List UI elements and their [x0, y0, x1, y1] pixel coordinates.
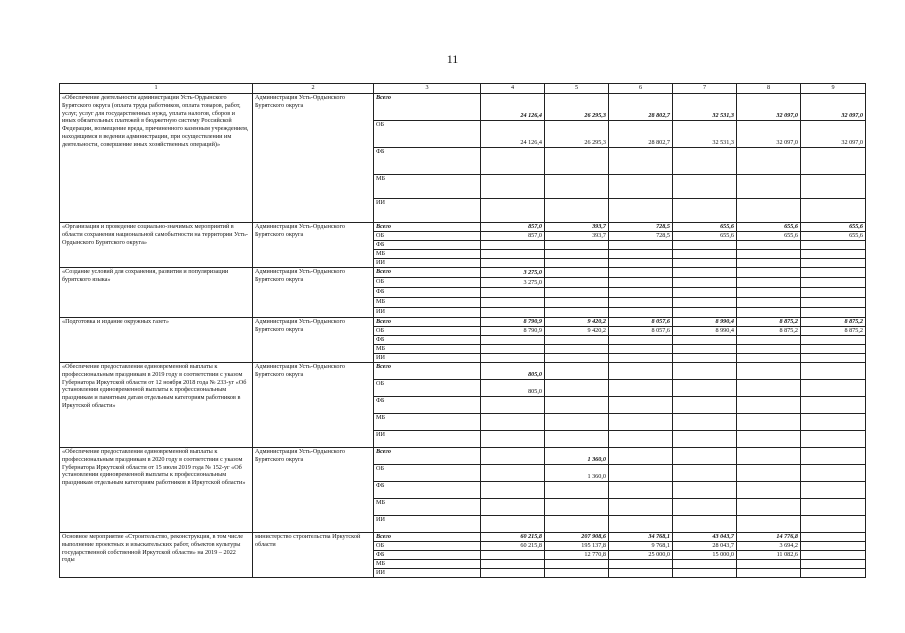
amount-cell: 14 776,8 [737, 533, 801, 542]
funding-source: МБ [374, 298, 481, 308]
amount-cell [545, 298, 609, 308]
amount-cell [545, 569, 609, 578]
amount-cell: 8 875,2 [801, 318, 866, 327]
amount-cell [673, 414, 737, 431]
amount-cell [609, 499, 673, 516]
amount-cell [737, 250, 801, 259]
amount-cell: 32 097,0 [801, 121, 866, 148]
amount-cell: 15 000,0 [673, 551, 737, 560]
amount-cell [737, 448, 801, 465]
amount-cell [673, 397, 737, 414]
amount-cell [673, 516, 737, 533]
header-cell: 9 [801, 84, 866, 94]
amount-cell [737, 431, 801, 448]
measure-name: Основное мероприятие «Строительство, реконструкция, в том числе выполнение проектных и изыскательских работ, объектов культуры государственной собственной Иркутской области» на 2019 – 2022 годы [60, 533, 253, 578]
amount-cell [673, 199, 737, 223]
funding-source: Всего [374, 448, 481, 465]
amount-cell: 32 097,0 [737, 94, 801, 121]
amount-cell [801, 175, 866, 199]
amount-cell: 12 770,8 [545, 551, 609, 560]
amount-cell: 3 275,0 [481, 278, 545, 288]
amount-cell [545, 345, 609, 354]
amount-cell [609, 414, 673, 431]
amount-cell [545, 431, 609, 448]
amount-cell [545, 288, 609, 298]
page-number: 11 [446, 52, 459, 66]
executor-name: Администрация Усть-Ордынского Бурятского округа [253, 363, 374, 448]
amount-cell: 8 990,4 [673, 327, 737, 336]
amount-cell [481, 569, 545, 578]
amount-cell [801, 148, 866, 175]
amount-cell: 805,0 [481, 363, 545, 380]
amount-cell [481, 354, 545, 363]
amount-cell [801, 241, 866, 250]
amount-cell: 655,6 [673, 232, 737, 241]
amount-cell [801, 380, 866, 397]
amount-cell [673, 241, 737, 250]
amount-cell [481, 259, 545, 268]
budget-table [59, 83, 866, 578]
amount-cell [801, 354, 866, 363]
amount-cell [801, 259, 866, 268]
funding-source: Всего [374, 533, 481, 542]
table-row [60, 268, 866, 278]
funding-source: ОБ [374, 465, 481, 482]
table-row [60, 533, 866, 542]
measure-name: «Организация и проведение социально-значимых мероприятий в области сохранения национальной самобытности на территории Усть-Ордынского Бурятского округа» [60, 223, 253, 268]
amount-cell [609, 345, 673, 354]
amount-cell [737, 465, 801, 482]
amount-cell: 32 531,3 [673, 94, 737, 121]
funding-source: МБ [374, 499, 481, 516]
funding-source: ОБ [374, 327, 481, 336]
amount-cell [545, 148, 609, 175]
amount-cell: 8 990,4 [673, 318, 737, 327]
measure-name: «Создание условий для сохранения, развития и популяризации бурятского языка» [60, 268, 253, 318]
executor-name: Администрация Усть-Ордынского Бурятского округа [253, 268, 374, 318]
amount-cell: 8 790,9 [481, 318, 545, 327]
executor-name: министерство строительства Иркутской области [253, 533, 374, 578]
amount-cell [737, 482, 801, 499]
amount-cell [737, 499, 801, 516]
amount-cell [673, 250, 737, 259]
funding-source: МБ [374, 175, 481, 199]
amount-cell: 9 420,2 [545, 318, 609, 327]
funding-source: МБ [374, 345, 481, 354]
funding-source: МБ [374, 414, 481, 431]
amount-cell [545, 380, 609, 397]
amount-cell [801, 431, 866, 448]
amount-cell [545, 308, 609, 318]
amount-cell [673, 148, 737, 175]
amount-cell [801, 533, 866, 542]
funding-source: ФБ [374, 551, 481, 560]
amount-cell [609, 278, 673, 288]
header-cell: 1 [60, 84, 253, 94]
amount-cell [673, 482, 737, 499]
amount-cell [609, 148, 673, 175]
funding-source: Всего [374, 268, 481, 278]
amount-cell [481, 199, 545, 223]
amount-cell [609, 465, 673, 482]
amount-cell [545, 482, 609, 499]
amount-cell: 1 360,0 [545, 448, 609, 465]
amount-cell [673, 569, 737, 578]
amount-cell [609, 259, 673, 268]
amount-cell: 24 126,4 [481, 121, 545, 148]
amount-cell [673, 560, 737, 569]
amount-cell [609, 380, 673, 397]
amount-cell [801, 499, 866, 516]
measure-name: «Обеспечение предоставления единовременной выплаты к профессиональным праздникам в 2020 году в соответствии с указом Губернатора Иркутской области от 15 июля 2019 года № 152-уг «Об установлении единовременной выплаты к профессиональным праздникам отдельным категориям работников в Иркутской области» [60, 448, 253, 533]
amount-cell: 8 875,2 [801, 327, 866, 336]
amount-cell: 857,0 [481, 223, 545, 232]
table-row [60, 318, 866, 327]
header-cell: 3 [374, 84, 481, 94]
amount-cell [609, 250, 673, 259]
amount-cell [673, 448, 737, 465]
amount-cell [545, 397, 609, 414]
funding-source: ФБ [374, 148, 481, 175]
header-cell: 4 [481, 84, 545, 94]
amount-cell [545, 499, 609, 516]
header-cell: 6 [609, 84, 673, 94]
amount-cell: 655,6 [737, 232, 801, 241]
amount-cell [801, 363, 866, 380]
amount-cell [737, 516, 801, 533]
executor-name: Администрация Усть-Ордынского Бурятского округа [253, 223, 374, 268]
amount-cell [801, 278, 866, 288]
amount-cell: 60 215,8 [481, 542, 545, 551]
amount-cell [481, 288, 545, 298]
amount-cell [545, 278, 609, 288]
amount-cell: 60 215,8 [481, 533, 545, 542]
amount-cell [801, 414, 866, 431]
amount-cell [801, 560, 866, 569]
amount-cell [609, 336, 673, 345]
amount-cell: 728,5 [609, 223, 673, 232]
amount-cell: 9 768,1 [609, 542, 673, 551]
funding-source: ОБ [374, 542, 481, 551]
amount-cell [737, 345, 801, 354]
amount-cell [545, 199, 609, 223]
amount-cell [673, 499, 737, 516]
amount-cell [801, 288, 866, 298]
amount-cell [545, 560, 609, 569]
amount-cell [801, 268, 866, 278]
funding-source: Всего [374, 363, 481, 380]
amount-cell [481, 516, 545, 533]
amount-cell [545, 354, 609, 363]
amount-cell [737, 175, 801, 199]
amount-cell [481, 551, 545, 560]
funding-source: ФБ [374, 482, 481, 499]
amount-cell: 26 295,3 [545, 94, 609, 121]
amount-cell: 26 295,3 [545, 121, 609, 148]
amount-cell [609, 199, 673, 223]
amount-cell [609, 354, 673, 363]
funding-source: Всего [374, 223, 481, 232]
amount-cell: 728,5 [609, 232, 673, 241]
amount-cell [801, 516, 866, 533]
measure-name: «Обеспечение деятельности администрации Усть-Ордынского Бурятского округа (оплата труда работников, оплата товаров, работ, услуг, услуг для государственных нужд, уплата налогов, сборов и иных обязательных платежей в бюджетную систему Российской Федерации, возмещение вреда, причиненного казенным учреждением, находящимся в ведении администрации, при осуществлении им деятельности, совершение иных хозяйственных операций)» [60, 94, 253, 223]
amount-cell [609, 363, 673, 380]
amount-cell [609, 560, 673, 569]
amount-cell [481, 482, 545, 499]
amount-cell: 655,6 [673, 223, 737, 232]
amount-cell [801, 397, 866, 414]
amount-cell [609, 569, 673, 578]
header-cell: 8 [737, 84, 801, 94]
amount-cell: 8 875,2 [737, 318, 801, 327]
table-row [60, 94, 866, 121]
amount-cell [737, 336, 801, 345]
amount-cell: 655,6 [737, 223, 801, 232]
amount-cell [673, 431, 737, 448]
amount-cell [673, 259, 737, 268]
amount-cell [801, 345, 866, 354]
header-cell: 7 [673, 84, 737, 94]
amount-cell [545, 250, 609, 259]
header-cell: 5 [545, 84, 609, 94]
amount-cell [481, 175, 545, 199]
amount-cell: 393,7 [545, 232, 609, 241]
funding-source: ФБ [374, 241, 481, 250]
amount-cell [609, 175, 673, 199]
amount-cell: 393,7 [545, 223, 609, 232]
amount-cell [545, 175, 609, 199]
amount-cell [673, 298, 737, 308]
funding-source: ИИ [374, 199, 481, 223]
amount-cell [545, 336, 609, 345]
amount-cell [545, 516, 609, 533]
amount-cell [481, 336, 545, 345]
amount-cell [609, 241, 673, 250]
amount-cell [545, 268, 609, 278]
table-row [60, 448, 866, 465]
amount-cell [545, 363, 609, 380]
amount-cell: 9 420,2 [545, 327, 609, 336]
amount-cell [481, 448, 545, 465]
amount-cell: 25 000,0 [609, 551, 673, 560]
amount-cell [737, 148, 801, 175]
executor-name: Администрация Усть-Ордынского Бурятского округа [253, 94, 374, 223]
amount-cell [801, 569, 866, 578]
amount-cell: 11 082,6 [737, 551, 801, 560]
amount-cell [673, 278, 737, 288]
funding-source: ФБ [374, 336, 481, 345]
amount-cell [481, 250, 545, 259]
amount-cell [609, 482, 673, 499]
amount-cell: 857,0 [481, 232, 545, 241]
amount-cell [673, 308, 737, 318]
amount-cell [481, 308, 545, 318]
amount-cell [609, 448, 673, 465]
amount-cell: 32 097,0 [737, 121, 801, 148]
amount-cell: 28 802,7 [609, 94, 673, 121]
funding-source: ИИ [374, 431, 481, 448]
amount-cell: 655,6 [801, 223, 866, 232]
header-row [60, 84, 866, 94]
amount-cell [801, 308, 866, 318]
amount-cell [737, 363, 801, 380]
amount-cell: 3 275,0 [481, 268, 545, 278]
amount-cell: 32 097,0 [801, 94, 866, 121]
measure-name: «Обеспечение предоставления единовременной выплаты к профессиональным праздникам в 2019 году в соответствии с указом Губернатора Иркутской области от 12 ноября 2018 года № 233-уг «Об установлении единовременной выплаты к профессиональным праздникам и памятным датам отдельным категориям работников в Иркутской области» [60, 363, 253, 448]
amount-cell: 32 531,3 [673, 121, 737, 148]
funding-source: ИИ [374, 259, 481, 268]
amount-cell [545, 414, 609, 431]
amount-cell: 43 043,7 [673, 533, 737, 542]
header-cell: 2 [253, 84, 374, 94]
amount-cell [737, 268, 801, 278]
amount-cell: 8 875,2 [737, 327, 801, 336]
amount-cell [737, 259, 801, 268]
amount-cell: 8 057,6 [609, 327, 673, 336]
amount-cell [481, 241, 545, 250]
amount-cell [673, 288, 737, 298]
amount-cell [737, 380, 801, 397]
amount-cell [609, 268, 673, 278]
amount-cell [801, 482, 866, 499]
amount-cell [801, 199, 866, 223]
amount-cell [737, 560, 801, 569]
amount-cell [737, 298, 801, 308]
amount-cell: 8 057,6 [609, 318, 673, 327]
amount-cell [673, 336, 737, 345]
funding-source: ИИ [374, 354, 481, 363]
amount-cell [481, 397, 545, 414]
amount-cell: 28 802,7 [609, 121, 673, 148]
amount-cell [481, 560, 545, 569]
amount-cell [481, 499, 545, 516]
funding-source: ИИ [374, 516, 481, 533]
amount-cell [609, 308, 673, 318]
amount-cell [801, 250, 866, 259]
amount-cell: 34 768,1 [609, 533, 673, 542]
amount-cell [481, 298, 545, 308]
amount-cell [737, 288, 801, 298]
amount-cell [609, 288, 673, 298]
amount-cell: 28 043,7 [673, 542, 737, 551]
amount-cell [609, 397, 673, 414]
funding-source: ОБ [374, 380, 481, 397]
amount-cell [673, 345, 737, 354]
amount-cell [801, 542, 866, 551]
amount-cell [609, 516, 673, 533]
amount-cell [737, 414, 801, 431]
amount-cell: 3 694,2 [737, 542, 801, 551]
funding-source: ОБ [374, 278, 481, 288]
amount-cell [673, 380, 737, 397]
amount-cell: 24 126,4 [481, 94, 545, 121]
funding-source: МБ [374, 250, 481, 259]
amount-cell [481, 345, 545, 354]
amount-cell [545, 259, 609, 268]
funding-source: ФБ [374, 397, 481, 414]
funding-source: ФБ [374, 288, 481, 298]
amount-cell [737, 354, 801, 363]
amount-cell [481, 465, 545, 482]
amount-cell [609, 431, 673, 448]
amount-cell: 655,6 [801, 232, 866, 241]
amount-cell [801, 465, 866, 482]
funding-source: МБ [374, 560, 481, 569]
amount-cell: 8 790,9 [481, 327, 545, 336]
funding-source: ИИ [374, 569, 481, 578]
amount-cell [737, 569, 801, 578]
executor-name: Администрация Усть-Ордынского Бурятского округа [253, 448, 374, 533]
table-row [60, 363, 866, 380]
amount-cell [737, 397, 801, 414]
amount-cell [737, 241, 801, 250]
amount-cell [481, 414, 545, 431]
amount-cell [481, 431, 545, 448]
executor-name: Администрация Усть-Ордынского Бурятского округа [253, 318, 374, 363]
funding-source: ОБ [374, 121, 481, 148]
amount-cell [673, 363, 737, 380]
amount-cell [737, 278, 801, 288]
amount-cell: 195 137,8 [545, 542, 609, 551]
amount-cell: 1 360,0 [545, 465, 609, 482]
amount-cell [737, 308, 801, 318]
funding-source: ИИ [374, 308, 481, 318]
amount-cell [801, 551, 866, 560]
amount-cell [609, 298, 673, 308]
funding-source: Всего [374, 94, 481, 121]
amount-cell [673, 465, 737, 482]
amount-cell [673, 354, 737, 363]
amount-cell [801, 448, 866, 465]
amount-cell [737, 199, 801, 223]
amount-cell [481, 148, 545, 175]
table-row [60, 223, 866, 232]
funding-source: Всего [374, 318, 481, 327]
amount-cell: 805,0 [481, 380, 545, 397]
amount-cell [673, 175, 737, 199]
amount-cell [801, 298, 866, 308]
amount-cell [673, 268, 737, 278]
measure-name: «Подготовка и издание окружных газет» [60, 318, 253, 363]
funding-source: ОБ [374, 232, 481, 241]
amount-cell [545, 241, 609, 250]
amount-cell: 207 908,6 [545, 533, 609, 542]
amount-cell [801, 336, 866, 345]
